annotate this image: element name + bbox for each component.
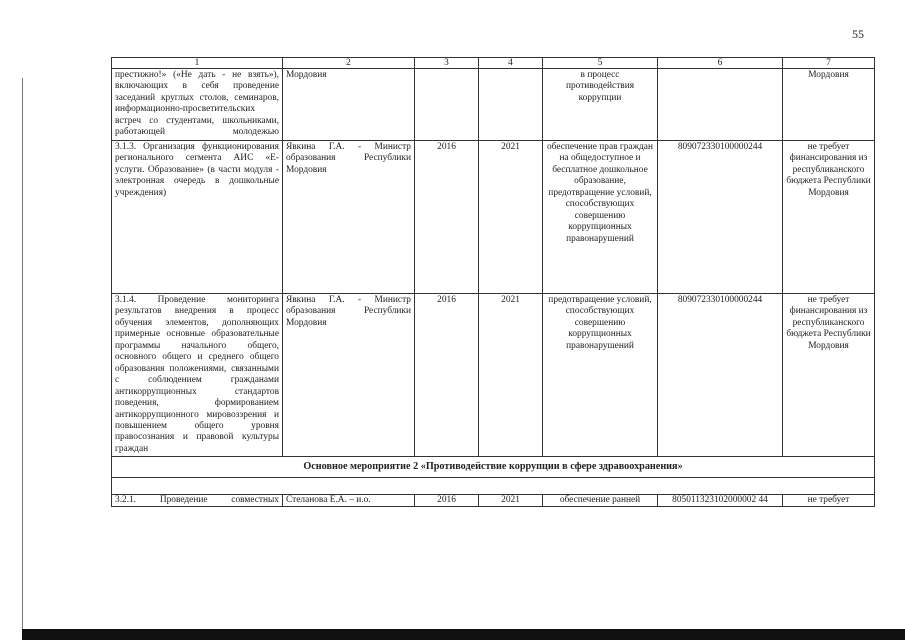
measure-cell: престижно!» («Не дать - не взять»), включающих в себя проведение заседаний круглых столов, семинаров, информационно-просветительских встреч со студентами, школьниками, работающей молодежью: [112, 69, 283, 141]
measure-cell: 3.1.4. Проведение мониторинга результатов внедрения в процесс обучения элементов, дополняющих примерные основные образовательные программы начального общего, основного общего и среднего общего образования положениями, связанными с соблюдением гражданами антикоррупционных стандартов поведения, формированием антикоррупционного мировоззрения и повышением общего уровня правосознания и правовой культуры граждан: [112, 293, 283, 457]
table-row: [112, 293, 875, 457]
result-cell: обеспечение ранней: [543, 495, 658, 507]
start-year-cell: [415, 69, 479, 141]
measure-cell: 3.2.1. Проведение совместных: [112, 495, 283, 507]
column-number-row: [112, 58, 875, 69]
financing-cell: не требует: [783, 495, 875, 507]
end-year-cell: 2021: [479, 495, 543, 507]
spacer-row: [112, 478, 875, 495]
financing-cell: не требует финансирования из республиканского бюджета Республики Мордовия: [783, 140, 875, 293]
column-number: 7: [783, 58, 875, 69]
result-cell: обеспечение прав граждан на общедоступное и бесплатное дошкольное образование, предотвращение условий, способствующих совершению коррупционных правонарушений: [543, 140, 658, 293]
section-row: [112, 457, 875, 478]
budget-code-cell: 809072330100000244: [658, 140, 783, 293]
financing-cell: не требует финансирования из республиканского бюджета Республики Мордовия: [783, 293, 875, 457]
column-number: 4: [479, 58, 543, 69]
measures-table: [111, 57, 875, 507]
budget-code-cell: 809072330100000244: [658, 293, 783, 457]
page-number: 55: [852, 27, 864, 41]
column-number: 3: [415, 58, 479, 69]
column-number: 5: [543, 58, 658, 69]
scan-edge-left: [22, 78, 23, 640]
end-year-cell: 2021: [479, 293, 543, 457]
budget-code-cell: 805011323102000002 44: [658, 495, 783, 507]
executor-cell: Явкина Г.А. - Министр образования Республики Мордовия: [283, 293, 415, 457]
result-cell: предотвращение условий, способствующих совершению коррупционных правонарушений: [543, 293, 658, 457]
column-number: 6: [658, 58, 783, 69]
financing-cell: Мордовия: [783, 69, 875, 141]
spacer-cell: [112, 478, 875, 495]
column-number: 2: [283, 58, 415, 69]
budget-code-cell: [658, 69, 783, 141]
executor-cell: Стеланова Е.А. – и.о.: [283, 495, 415, 507]
scan-edge-bottom: [22, 629, 905, 640]
table-row: [112, 140, 875, 293]
measure-cell: 3.1.3. Организация функционирования регионального сегмента АИС «Е-услуги. Образование» (в части модуля - электронная очередь в дошкольные учреждения): [112, 140, 283, 293]
start-year-cell: 2016: [415, 140, 479, 293]
end-year-cell: 2021: [479, 140, 543, 293]
table-row: [112, 495, 875, 507]
executor-cell: Явкина Г.А. - Министр образования Республики Мордовия: [283, 140, 415, 293]
section-title: Основное мероприятие 2 «Противодействие коррупции в сфере здравоохранения»: [112, 457, 875, 478]
end-year-cell: [479, 69, 543, 141]
column-number: 1: [112, 58, 283, 69]
table-row: [112, 69, 875, 141]
start-year-cell: 2016: [415, 495, 479, 507]
executor-cell: Мордовия: [283, 69, 415, 141]
result-cell: в процесс противодействия коррупции: [543, 69, 658, 141]
start-year-cell: 2016: [415, 293, 479, 457]
